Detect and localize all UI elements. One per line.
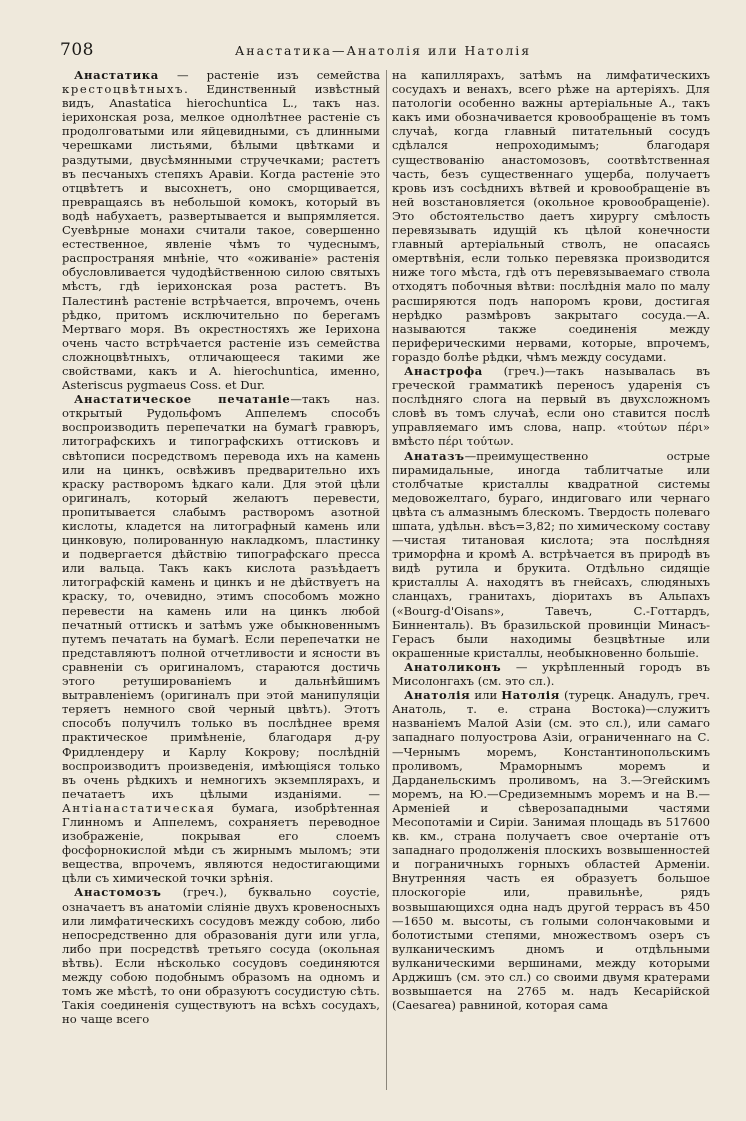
article-text: — растеніе изъ семейства — [158, 68, 380, 82]
article-headword: Анатолія — [404, 688, 471, 703]
article-spaced-text: крестоцвѣтныхъ — [62, 82, 185, 97]
article-headword: Анатоликонъ — [404, 659, 502, 674]
article-anatolikon — [392, 660, 710, 688]
article-headword: Анатазъ — [404, 448, 465, 463]
page-header — [60, 40, 706, 62]
article-anastaticheskoe-pechatanie — [62, 392, 380, 885]
article-anastatika — [62, 68, 380, 392]
right-column — [392, 68, 710, 1093]
article-text: . Единственный извѣстный видъ, Anastatica hierochuntica L., такъ наз. іерихонская роза, мелкое однолѣтнее растеніе съ продолговатыми или яйцевидными, съ длинными черешками листьями, бѣлыми цвѣтками и раздутыми, двусѣмянными стручечками; растетъ въ песчаныхъ степяхъ Аравіи. Когда растеніе это отцвѣтетъ и высохнетъ, оно сморщивается, превращаясь въ небольшой комокъ, который въ водѣ набухаетъ, развертывается и выпрямляется. Суевѣрные монахи считали такое, совершенно естественное, явленіе чѣмъ то чудеснымъ, распространяя мнѣніе, что «оживаніе» растенія обусловливается чудодѣйственною силою святыхъ мѣстъ, гдѣ іерихонская роза растетъ. Въ Палестинѣ растеніе встрѣчается, впрочемъ, очень рѣдко, притомъ исключительно по берегамъ Мертваго моря. Въ окрестностяхъ же Іерихона очень часто встрѣчается растеніе изъ семейства сложноцвѣтныхъ, отличающееся такими же свойствами, какъ и А. hierochuntica, именно, Asteriscus pygmaeus Coss. et Dur. — [62, 82, 380, 393]
article-anastrofa — [392, 364, 710, 449]
article-text: (греч.)—такъ называлась въ греческой грамматикѣ переносъ ударенія съ послѣдняго слога на первый въ двухсложномъ словѣ въ томъ случаѣ, если оно ставится послѣ управляемаго имъ слова, напр. «τούτων πέρι» вмѣсто πέρι τούτων. — [392, 363, 710, 449]
article-headword: Анастрофа — [404, 363, 483, 378]
article-anastomoz-continued — [392, 68, 710, 364]
article-text: бумага, изобрѣтенная Глинномъ и Аппелемъ, сохраняетъ переводное изображеніе, покрывая его слоемъ фосфорнокислой мѣди съ жирнымъ мыломъ; эти вещества, впрочемъ, являются недостигающими цѣли съ химической точки зрѣнія. — [62, 800, 380, 886]
article-headword: Анастатика — [74, 68, 159, 82]
article-text: (турецк. Анадулъ, греч. Анатоль, т. е. страна Востока)—служитъ названіемъ Малой Азіи (см. это сл.), или самаго западнаго полуострова Азіи, ограниченнаго на С.—Чернымъ моремъ, Константинопольскимъ проливомъ, Мраморнымъ моремъ и Дарданельскимъ проливомъ, на З.—Эгейскимъ моремъ, на Ю.—Средиземнымъ моремъ и на В.—Арменіей и сѣверозападными частями Месопотаміи и Сиріи. Занимая площадь въ 517600 кв. км., страна получаетъ свое очертаніе отъ западнаго продолженія плоскихъ возвышенностей и пограничныхъ горныхъ областей Арменіи. Внутренняя часть ея образуетъ большое плоскогоріе или, правильнѣе, рядъ возвышающихся одна надъ другой террасъ въ 450—1650 м. высоты, съ голыми солончаковыми и болотистыми степями, множествомъ озеръ съ вулканическимъ дномъ и отдѣльными вулканическими вершинами, между которыми Арджишъ (см. это сл.) со своими двумя кратерами возвышается на 2765 м. надъ Кесарійской (Caesarea) равниной, которая сама — [392, 688, 710, 1013]
article-anastomoz — [62, 885, 380, 1026]
article-headword-alt: Натолія — [501, 688, 560, 703]
article-text: (греч.), буквально соустіе, означаетъ въ анатоміи сліяніе двухъ кровеносныхъ или лимфатическихъ сосудовъ между собою, либо непосредственно для образованія дуги или угла, либо при посредствѣ третьяго сосуда (окольная вѣтвь). Если нѣсколько сосудовъ соединяются между собою подобнымъ образомъ на одномъ и томъ же мѣстѣ, то они образуютъ сосудистую сѣть. Такія соединенія существуютъ на всѣхъ сосудахъ, но чаще всего — [62, 885, 380, 1027]
article-anataz — [392, 449, 710, 660]
article-text: — укрѣпленный городъ въ Мисолонгахъ (см. это сл.). — [392, 659, 710, 689]
left-column — [62, 68, 380, 1093]
article-headword: Анастатическое печатаніе — [74, 392, 291, 407]
article-text: на капиллярахъ, затѣмъ на лимфатическихъ сосудахъ и венахъ, всего рѣже на артеріяхъ. Для патологіи особенно важны артеріальные А., такъ какъ ими обозначивается кровообращеніе въ томъ случаѣ, когда главный питательный сосудъ сдѣлался непроходимымъ; благодаря существованію анастомозовъ, соотвѣтственная часть, безъ существеннаго ущерба, получаетъ кровь изъ сосѣднихъ вѣтвей и кровообращеніе въ ней возстановляется (окольное кровообращеніе). Это обстоятельство даетъ хирургу смѣлость перевязывать идущій къ цѣлой конечности главный артеріальный стволъ, не опасаясь омертвѣнія, если только перевязка производится ниже того мѣста, гдѣ отъ перевязываемаго ствола отходятъ побочныя вѣтви: послѣднія мало по малу расширяются подъ напоромъ крови, достигая нерѣдко размѣровъ закрытаго сосуда.—А. называются также соединенія между периферическими нервами, которые, впрочемъ, гораздо болѣе рѣдки, чѣмъ между сосудами. — [392, 68, 710, 364]
article-text: —такъ наз. открытый Рудольфомъ Аппелемъ способъ воспроизводить перепечатки на бумагѣ гравюръ, литографскихъ и типографскихъ оттисковъ и свѣтописи посредствомъ перевода ихъ на камень или на цинкъ, освѣживъ предварительно ихъ краску растворомъ ѣдкаго кали. Для этой цѣли оригиналъ, который желаютъ перевести, пропитывается слабымъ растворомъ азотной кислоты, кладется на литографный камень или цинковую, полированную накладкомъ, пластинку и подвергается дѣйствію типографскаго пресса или вальца. Такъ какъ кислота разъѣдаетъ литографскій камень и цинкъ и не дѣйствуетъ на краску, то, очевидно, этимъ способомъ можно перевести на камень или на цинкъ любой печатный оттискъ и затѣмъ уже обыкновеннымъ путемъ печатать на бумагѣ. Если перепечатки не представляютъ полной отчетливости и ясности въ сравненіи съ оригиналомъ, стараются достичь этого ретушированіемъ и дальнѣйшимъ вытравленіемъ (оригиналъ при этой манипуляціи теряетъ немного свой черный цвѣтъ). Этотъ способъ получилъ только въ послѣднее время практическое примѣненіе, благодаря д-ру Фридлендеру и Карлу Кокрову; послѣдній воспроизводитъ произведенія, имѣющіяся только въ очень рѣдкихъ и немногихъ экземплярахъ, и печатаетъ ихъ цѣлыми изданіями. — — [62, 392, 380, 801]
article-anatolia — [392, 688, 710, 1012]
column-divider — [386, 70, 387, 1090]
running-head: Анастатика—Анатолія или Натолія — [234, 43, 532, 58]
article-spaced-text: Антіанастатическая — [62, 800, 216, 815]
article-text: или — [470, 688, 502, 703]
article-headword: Анастомозъ — [74, 885, 162, 900]
article-text: —преимущественно острые пирамидальные, иногда таблитчатые или столбчатые кристаллы квадратной системы медовожелтаго, бураго, индиговаго или чернаго цвѣта съ алмазнымъ блескомъ. Твердость полеваго шпата, удѣльн. вѣсъ=3,82; по химическому составу—чистая титановая кислота; эта послѣдняя триморфна и кромѣ А. встрѣчается въ природѣ въ видѣ рутила и брукита. Отдѣльно сидящіе кристаллы А. находятъ въ гнейсахъ, слюдяныхъ сланцахъ, гранитахъ, діоритахъ въ Альпахъ («Bourg-d'Oisans», Тавечъ, С.-Готтардъ, Бинненталь). Въ бразильской провинціи Минасъ-Герасъ были находимы безцвѣтные или окрашенные кристаллы, необыкновенно большіе. — [392, 448, 710, 660]
page-number: 708 — [60, 40, 94, 60]
